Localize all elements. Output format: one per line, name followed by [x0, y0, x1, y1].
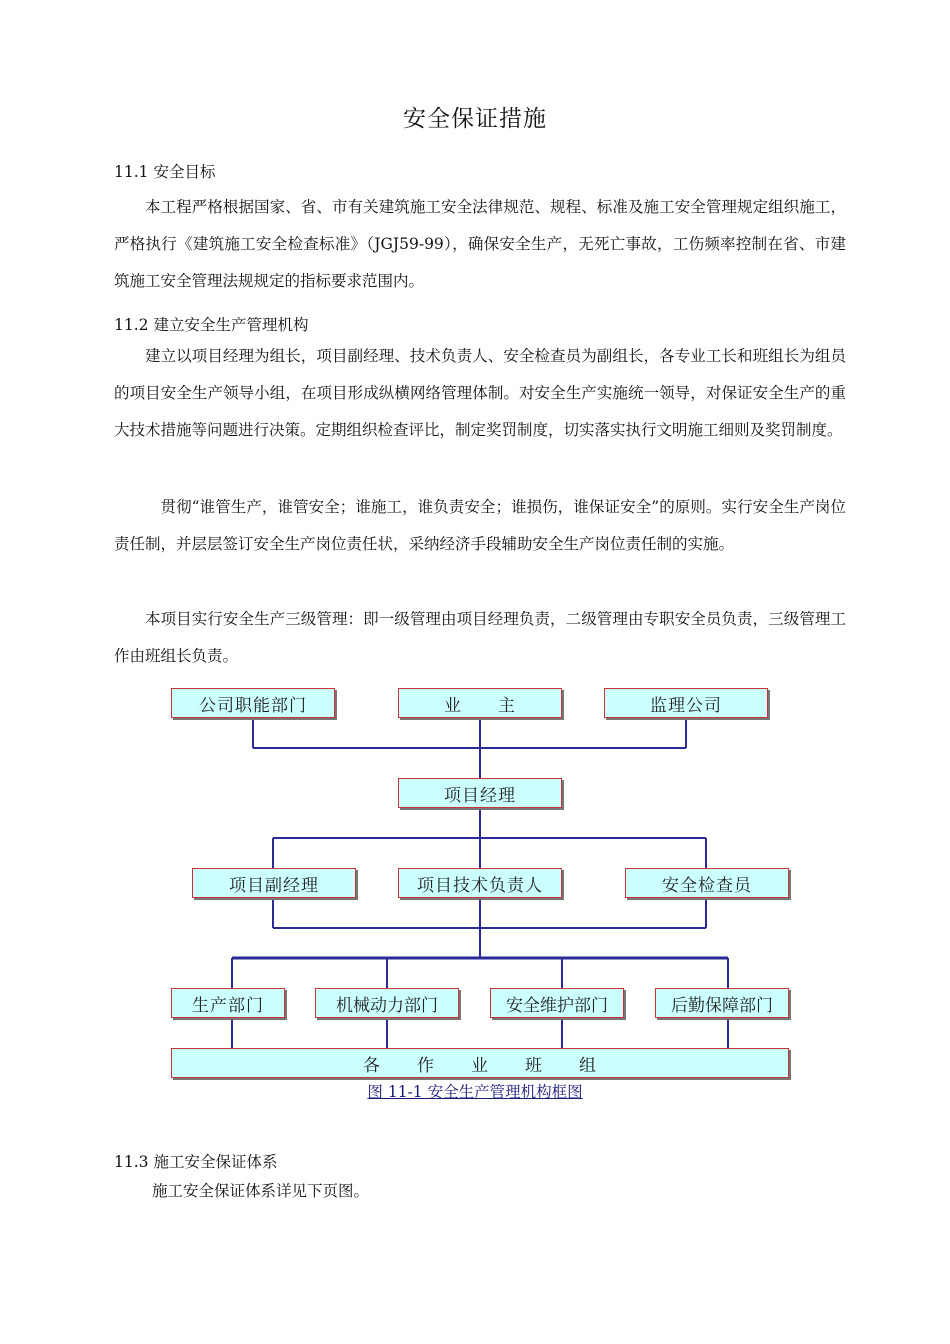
- org-box-owner: 业 主: [398, 688, 562, 718]
- org-box-machinery-dept: 机械动力部门: [315, 988, 459, 1018]
- section-heading-11-1: 11.1 安全目标: [114, 163, 216, 181]
- org-box-production-dept: 生产部门: [171, 988, 285, 1018]
- org-box-supervision-company: 监理公司: [604, 688, 768, 718]
- paragraph-safety-goal: 本工程严格根据国家、省、市有关建筑施工安全法律规范、规程、标准及施工安全管理规定组织施工，严格执行《建筑施工安全检查标准》（JGJ59-99），确保安全生产，无死亡事故，工伤频率控制在省、市建筑施工安全管理法规规定的指标要求范围内。: [114, 198, 846, 290]
- org-box-safety-inspector: 安全检查员: [625, 868, 789, 898]
- org-chart-caption: 图 11-1 安全生产管理机构框图: [367, 1083, 583, 1101]
- org-box-company-departments: 公司职能部门: [171, 688, 335, 718]
- paragraph-leadership-group: 建立以项目经理为组长，项目副经理、技术负责人、安全检查员为副组长，各专业工长和班组长为组员的项目安全生产领导小组，在项目形成纵横网络管理体制。对安全生产实施统一领导，对保证安全生产的重大技术措施等问题进行决策。定期组织检查评比，制定奖罚制度，切实落实执行文明施工细则及奖罚制度。: [114, 347, 846, 439]
- org-box-technical-lead: 项目技术负责人: [398, 868, 562, 898]
- org-box-deputy-manager: 项目副经理: [192, 868, 356, 898]
- section-heading-11-3: 11.3 施工安全保证体系: [114, 1153, 278, 1171]
- org-box-logistics-dept: 后勤保障部门: [655, 988, 789, 1018]
- page-title: 安全保证措施: [403, 106, 547, 132]
- org-box-project-manager: 项目经理: [398, 778, 562, 808]
- org-box-safety-maintenance-dept: 安全维护部门: [490, 988, 624, 1018]
- org-box-work-teams: 各 作 业 班 组: [171, 1048, 789, 1078]
- paragraph-see-next-page: 施工安全保证体系详见下页图。: [152, 1182, 370, 1200]
- paragraph-responsibility-principle: 贯彻“谁管生产，谁管安全；谁施工，谁负责安全；谁损伤，谁保证安全”的原则。实行安全生产岗位责任制，并层层签订安全生产岗位责任状，采纳经济手段辅助安全生产岗位责任制的实施。: [114, 498, 846, 553]
- section-heading-11-2: 11.2 建立安全生产管理机构: [114, 316, 309, 334]
- paragraph-three-level-management: 本项目实行安全生产三级管理：即一级管理由项目经理负责，二级管理由专职安全员负责，三级管理工作由班组长负责。: [114, 610, 846, 665]
